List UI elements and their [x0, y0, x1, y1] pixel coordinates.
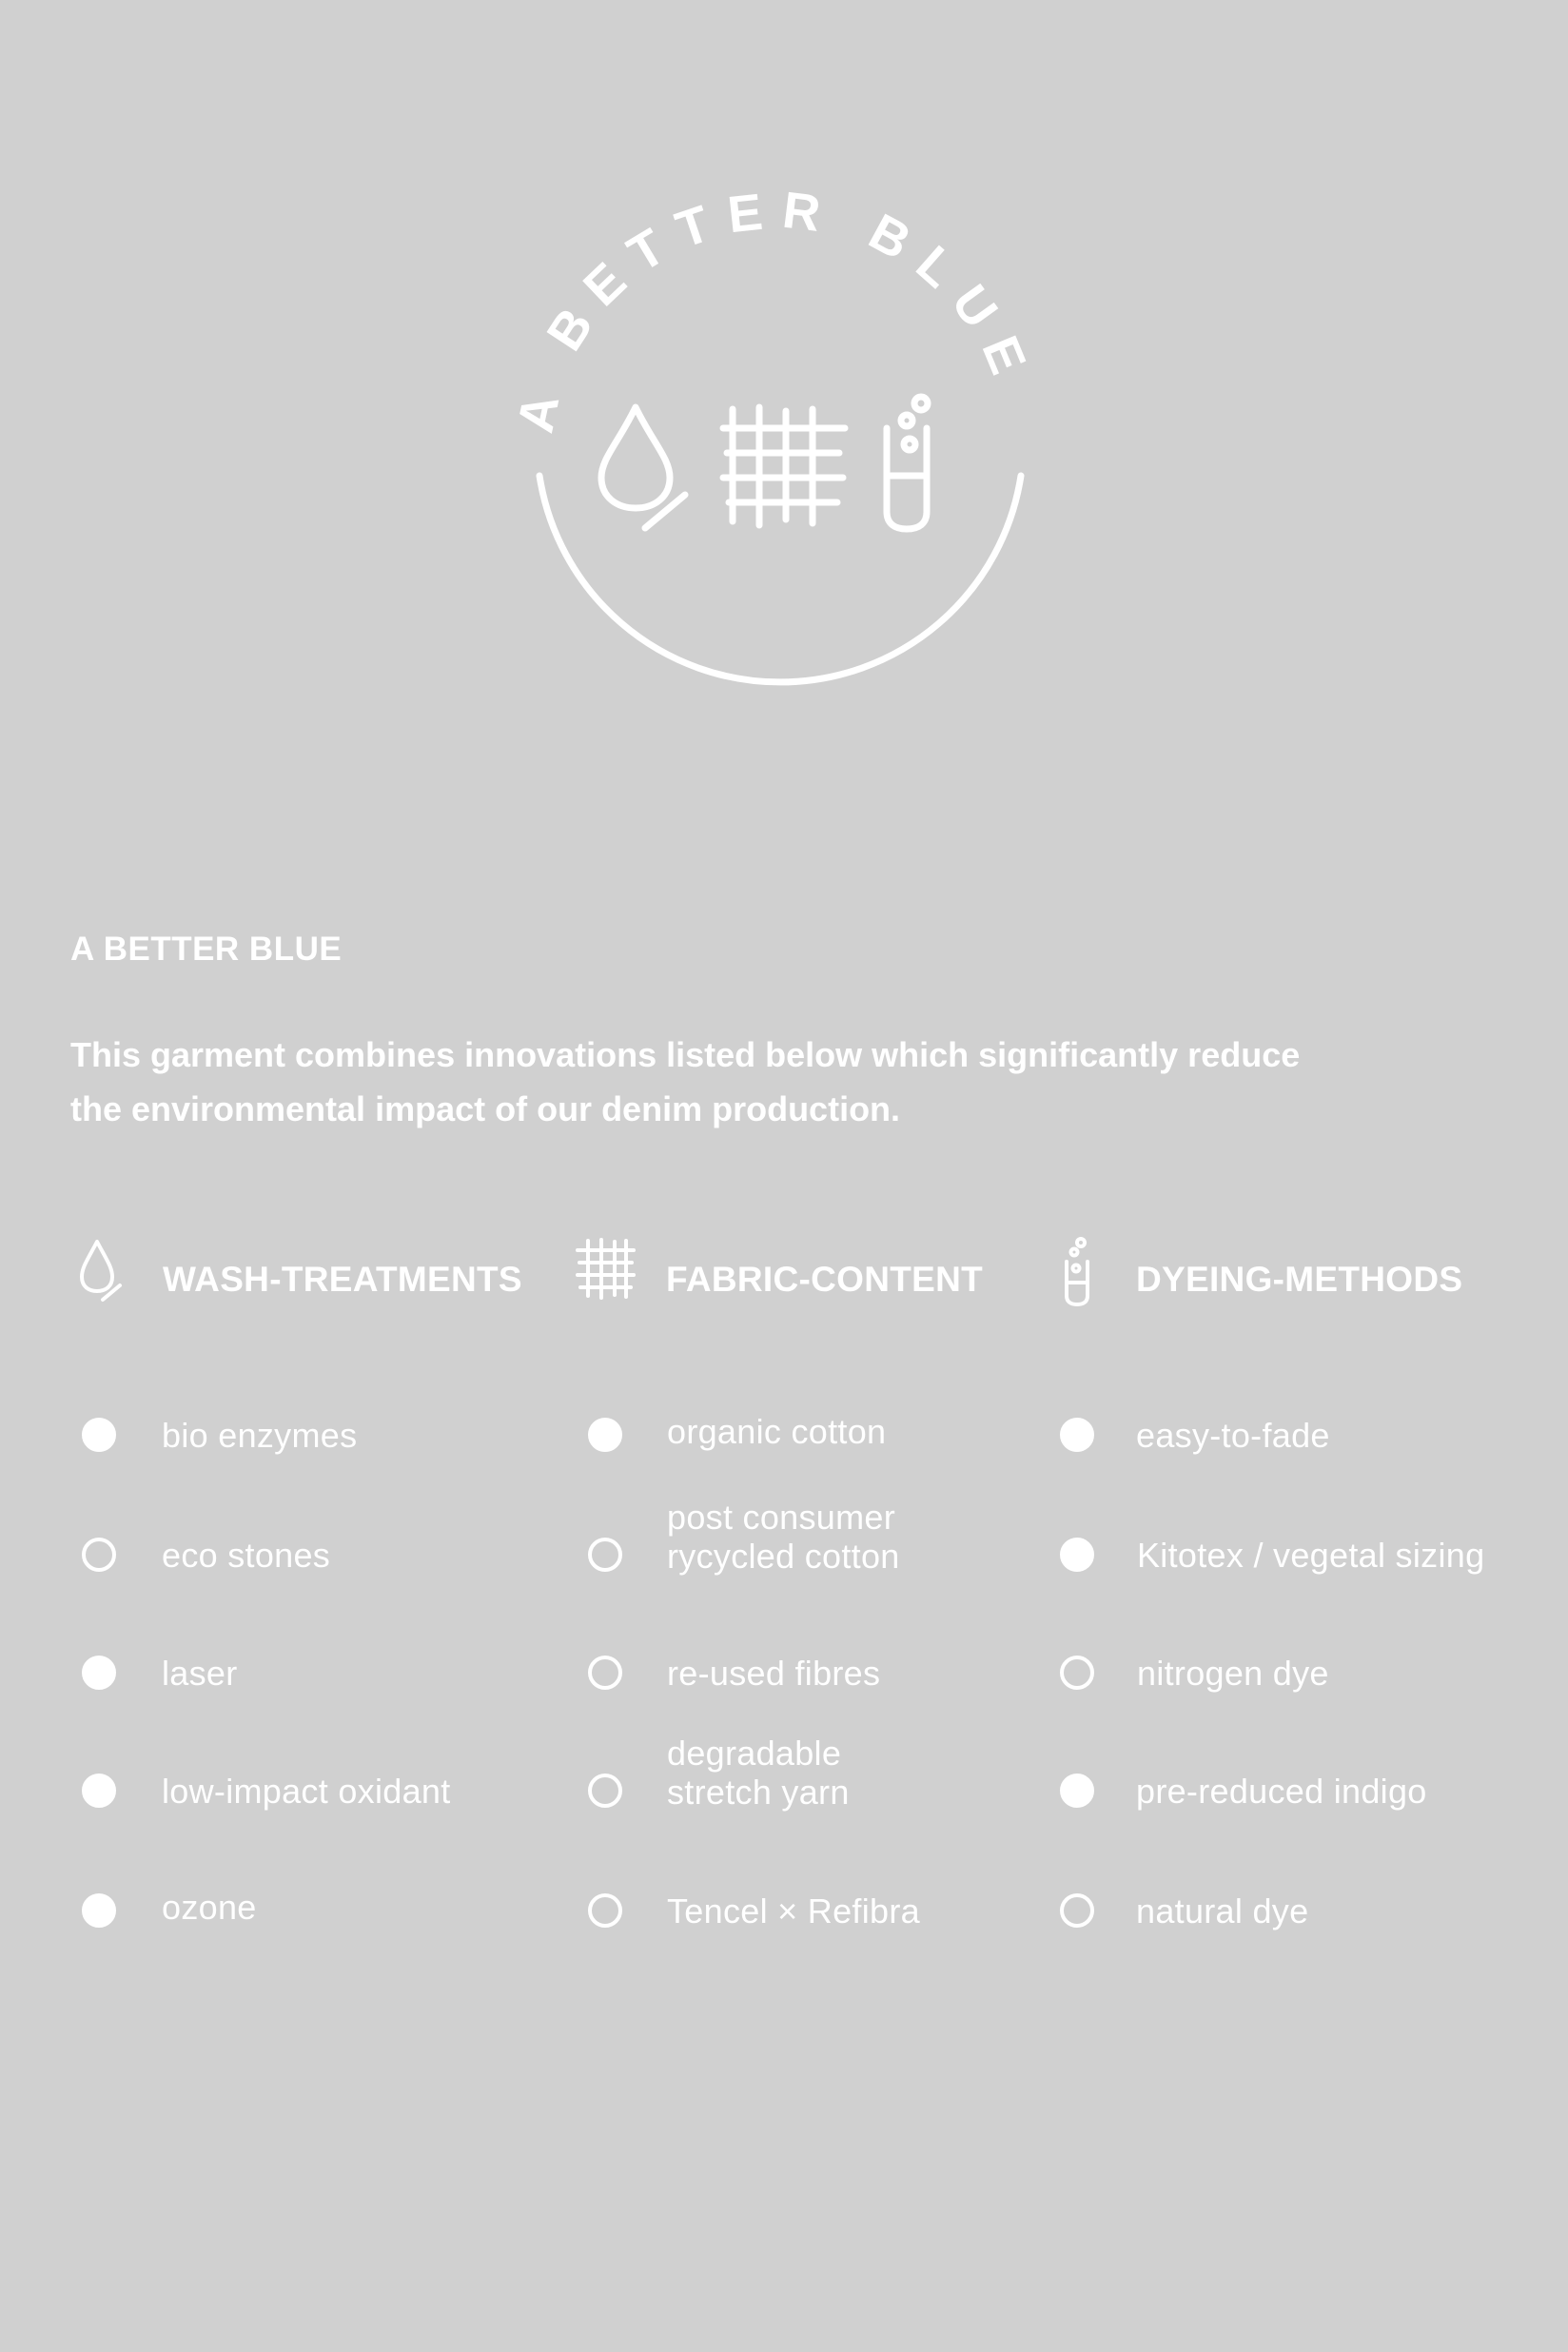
- empty-dot-icon: [588, 1774, 622, 1808]
- filled-dot-icon: [82, 1893, 116, 1928]
- column-header: [575, 1237, 1069, 1323]
- filled-dot-icon: [1060, 1538, 1094, 1572]
- a-better-blue-badge-logo: [495, 171, 1066, 742]
- item-label: pre-reduced indigo: [1136, 1772, 1427, 1811]
- item-label: bio enzymes: [162, 1416, 358, 1455]
- empty-dot-icon: [588, 1656, 622, 1690]
- list-item: [575, 1893, 1069, 1970]
- badge-ring-icon: [539, 476, 1021, 682]
- empty-dot-icon: [1060, 1656, 1094, 1690]
- section-heading: A BETTER BLUE: [70, 931, 343, 968]
- filled-dot-icon: [82, 1656, 116, 1690]
- item-label: low-impact oxidant: [162, 1772, 451, 1811]
- filled-dot-icon: [1060, 1418, 1094, 1452]
- list-item: [70, 1656, 565, 1732]
- badge-ring-text: A BETTER BLUE: [506, 181, 1044, 438]
- item-label: Kitotex / vegetal sizing: [1137, 1536, 1485, 1575]
- water-drop-icon: [601, 407, 685, 528]
- list-item: [70, 1888, 565, 1970]
- list-item: [1045, 1893, 1558, 1970]
- column-fabric-content: [575, 1237, 1069, 1931]
- test-tube-icon: [1060, 1237, 1098, 1307]
- list-item: [1045, 1538, 1558, 1614]
- item-label: laser: [162, 1654, 238, 1693]
- test-tube-icon: [887, 397, 928, 529]
- list-item: [70, 1538, 565, 1614]
- empty-dot-icon: [588, 1538, 622, 1572]
- column-dyeing-methods: [1045, 1237, 1558, 1931]
- intro-line-1: This garment combines innovations listed below which significantly reduce: [70, 1035, 1301, 1074]
- item-label: Tencel × Refibra: [667, 1891, 920, 1931]
- fabric-grid-icon: [723, 407, 845, 525]
- intro-text: [70, 1028, 1402, 1136]
- list-item: [1045, 1656, 1558, 1732]
- list-item: [1045, 1418, 1558, 1494]
- item-label: re-used fibres: [667, 1654, 881, 1693]
- list-item: [1045, 1774, 1558, 1850]
- filled-dot-icon: [82, 1418, 116, 1452]
- item-label: natural dye: [1136, 1891, 1309, 1931]
- filled-dot-icon: [588, 1418, 622, 1452]
- column-title: FABRIC-CONTENT: [666, 1260, 984, 1299]
- empty-dot-icon: [588, 1893, 622, 1928]
- list-item: [70, 1774, 565, 1850]
- list-item: [575, 1734, 1069, 1850]
- item-label: degradable stretch yarn: [667, 1734, 850, 1812]
- list-item: [575, 1498, 1069, 1614]
- list-item: [575, 1412, 1069, 1494]
- item-label: post consumer rycycled cotton: [667, 1498, 900, 1576]
- column-header: [1045, 1237, 1558, 1323]
- column-wash-treatments: [70, 1237, 565, 1927]
- list-item: [70, 1418, 565, 1494]
- empty-dot-icon: [82, 1538, 116, 1572]
- intro-line-2: the environmental impact of our denim production.: [70, 1089, 901, 1128]
- filled-dot-icon: [1060, 1774, 1094, 1808]
- item-label: organic cotton: [667, 1412, 887, 1451]
- item-label: eco stones: [162, 1536, 331, 1575]
- column-header: [70, 1237, 565, 1323]
- item-label: nitrogen dye: [1137, 1654, 1329, 1693]
- column-title: WASH-TREATMENTS: [163, 1260, 522, 1299]
- filled-dot-icon: [82, 1774, 116, 1808]
- item-label: ozone: [162, 1888, 257, 1927]
- water-drop-icon: [78, 1237, 124, 1303]
- column-title: DYEING-METHODS: [1136, 1260, 1463, 1299]
- list-item: [575, 1656, 1069, 1732]
- empty-dot-icon: [1060, 1893, 1094, 1928]
- item-label: easy-to-fade: [1136, 1416, 1330, 1455]
- fabric-grid-icon: [575, 1237, 636, 1300]
